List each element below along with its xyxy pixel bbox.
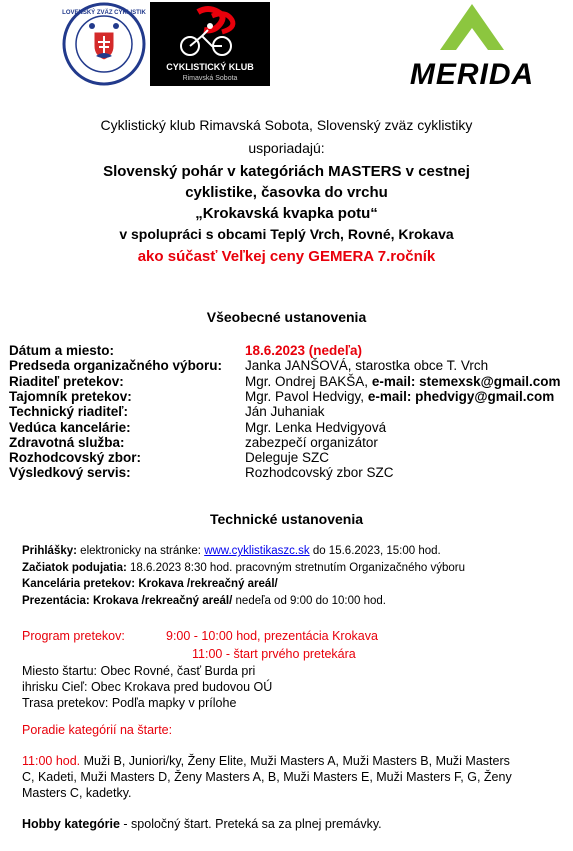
prihlasky-tail: do 15.6.2023, 15:00 hod.	[309, 545, 441, 557]
cyklistikaszc-link[interactable]: www.cyklistikaszc.sk	[204, 545, 310, 557]
technical-heading: Technické ustanovenia	[209, 511, 363, 527]
general-row-value-text: Mgr. Ondrej BAKŠA,	[245, 373, 372, 389]
title-line-4: v spolupráci s obcami Teplý Vrch, Rovné, Krokava	[119, 226, 454, 242]
general-row-label: Rozhodcovský zbor:	[9, 450, 142, 466]
general-row-value	[245, 450, 329, 465]
general-row-value-text: 18.6.2023 (nedeľa)	[245, 343, 363, 358]
title-line-1: Slovenský pohár v kategóriách MASTERS v cestnej	[103, 163, 470, 180]
hobby-text: - spoločný štart. Preteká sa za plnej premávky.	[119, 817, 382, 831]
title-line-3: „Krokavská kvapka potu“	[195, 205, 378, 222]
subtitle-red: ako súčasť Veľkej ceny GEMERA 7.ročník	[137, 248, 436, 265]
hobby-line	[22, 817, 382, 831]
general-row-label: Dátum a miesto:	[9, 343, 115, 358]
categories-text-1: Muži B, Juniori/ky, Ženy Elite, Muži Masters A, Muži Masters B, Muži Masters	[80, 754, 510, 768]
szc-logo	[62, 2, 146, 86]
hobby-label: Hobby kategórie	[22, 817, 120, 831]
general-row-label: Riaditeľ pretekov:	[9, 373, 124, 389]
general-heading: Všeobecné ustanovenia	[206, 309, 367, 325]
organize-verb: usporiadajú:	[248, 140, 325, 156]
general-row-label: Zdravotná služba:	[9, 434, 125, 450]
kancelaria-line: Kancelária pretekov: Krokava /rekreačný areál/	[22, 578, 278, 590]
ck-logo-city: Rimavská Sobota	[182, 75, 238, 82]
general-row-value	[245, 389, 554, 404]
program-line-1: 9:00 - 10:00 hod, prezentácia Krokava	[166, 629, 378, 643]
categories-time: 11:00 hod.	[22, 754, 81, 768]
program-label: Program pretekov:	[22, 629, 125, 643]
prezentacia-label: Prezentácia: Krokava /rekreačný areál/	[22, 595, 233, 607]
general-row-value-text: zabezpečí organizátor	[245, 434, 378, 450]
general-row-value	[245, 374, 561, 389]
general-row-value-text: Rozhodcovský zbor SZC	[245, 465, 394, 481]
ck-logo	[150, 2, 270, 86]
trasa-line: Trasa pretekov: Podľa mapky v prílohe	[22, 696, 237, 710]
general-row-value	[245, 343, 362, 358]
merida-logo-text: MERIDA	[409, 58, 535, 88]
general-row-email: e-mail: stemexsk@gmail.com	[371, 373, 561, 389]
general-row-label: Výsledkový servis:	[9, 465, 131, 481]
categories-line-3: Masters C, kadetky.	[22, 786, 132, 800]
general-row-value	[245, 465, 394, 480]
zaciatok-text: 18.6.2023 8:30 hod. pracovným stretnutím Organizačného výboru	[126, 562, 465, 574]
general-row-label: Vedúca kancelárie:	[9, 419, 131, 435]
general-row-value-text: Mgr. Lenka Hedvigyová	[245, 419, 387, 435]
prihlasky-text: elektronicky na stránke:	[76, 545, 205, 557]
title-line-2: cyklistike, časovka do vrchu	[185, 184, 388, 201]
ck-logo-name: CYKLISTICKÝ KLUB	[166, 62, 254, 72]
general-row-value-text: Mgr. Pavol Hedvigy,	[245, 388, 368, 404]
organizers-line: Cyklistický klub Rimavská Sobota, Slovenský zväz cyklistiky	[100, 117, 473, 133]
general-row-value-text: Janka JANŠOVÁ, starostka obce T. Vrch	[245, 358, 489, 374]
prezentacia-text: nedeľa od 9:00 do 10:00 hod.	[232, 595, 386, 607]
general-row-email: e-mail: phedvigy@gmail.com	[367, 388, 555, 404]
szc-ring-text: SLOVENSKÝ ZVÄZ CYKLISTIKY	[62, 10, 146, 16]
general-row-value-text: Ján Juhaniak	[245, 404, 325, 420]
miesto-line-2: ihrisku Cieľ: Obec Krokava pred budovou OÚ	[22, 680, 273, 694]
general-row-label: Predseda organizačného výboru:	[9, 358, 223, 374]
merida-logo	[384, 2, 560, 88]
general-row-label: Technický riaditeľ:	[9, 404, 128, 420]
program-line-2: 11:00 - štart prvého pretekára	[192, 647, 356, 661]
general-row-value-text: Deleguje SZC	[245, 450, 330, 466]
general-row-label: Tajomník pretekov:	[9, 388, 132, 404]
zaciatok-label: Začiatok podujatia:	[22, 562, 127, 574]
prihlasky-line	[22, 545, 441, 557]
categories-heading: Poradie kategórií na štarte:	[22, 723, 173, 737]
general-row-value	[245, 420, 386, 435]
general-row-value	[245, 404, 325, 419]
categories-line-1	[22, 754, 510, 768]
prihlasky-label: Prihlášky:	[22, 545, 77, 557]
general-row-value	[245, 358, 488, 373]
zaciatok-line	[22, 562, 465, 574]
general-row-value	[245, 435, 378, 450]
categories-line-2: C, Kadeti, Muži Masters D, Ženy Masters A, B, Muži Masters E, Muži Masters F, G, Ženy	[22, 770, 512, 784]
miesto-line-1: Miesto štartu: Obec Rovné, časť Burda pri	[22, 664, 256, 678]
prezentacia-line	[22, 595, 386, 607]
